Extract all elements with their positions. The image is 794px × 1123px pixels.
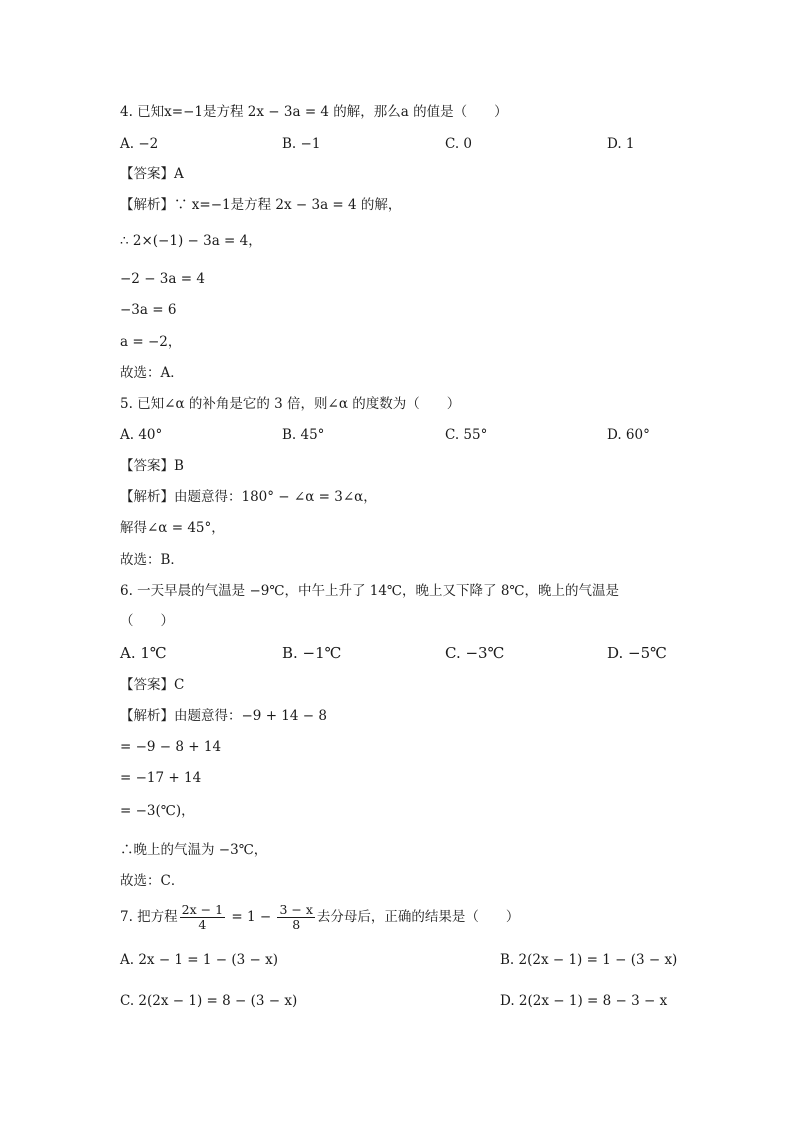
q5-stem: 5. 已知∠α 的补角是它的 3 倍，则∠α 的度数为（ ） [120,396,461,412]
q4-analysis-line: −3a = 6 [120,302,177,318]
q6-analysis-line: 【解析】由题意得：−9 + 14 − 8 [120,708,327,724]
q6-analysis-line: 故选：C． [120,873,185,889]
q4-option-b: B. −1 [282,136,321,152]
q6-analysis-line: = −9 − 8 + 14 [120,739,222,755]
q7-option-b: B. 2(2x − 1) = 1 − (3 − x) [500,952,678,968]
q5-analysis-line: 解得∠α = 45°， [120,520,225,536]
q7-option-a: A. 2x − 1 = 1 − (3 − x) [120,952,279,968]
q6-option-b: B. −1℃ [282,644,342,662]
q5-option-d: D. 60° [607,427,650,443]
q6-stem-line-1: 6. 一天早晨的气温是 −9℃，中午上升了 14℃，晚上又下降了 8℃，晚上的气温是 [120,583,620,599]
q5-option-b: B. 45° [282,427,325,443]
q5-option-c: C. 55° [445,427,488,443]
q5-option-a: A. 40° [120,427,163,443]
q4-analysis-line: a = −2， [120,334,182,350]
q7-stem-suffix: 去分母后，正确的结果是（ ） [316,909,520,925]
q7-fraction-left [180,903,225,932]
q7-stem-prefix: 7. 把方程 [120,909,178,925]
q4-option-d: D. 1 [607,136,635,152]
q7-option-d: D. 2(2x − 1) = 8 − 3 − x [500,993,668,1009]
q6-analysis-line: = −17 + 14 [120,770,202,786]
q6-answer: 【答案】C [120,677,185,693]
q7-fraction-right [277,903,314,932]
q6-option-c: C. −3℃ [445,644,505,662]
q4-analysis-line: ∴ 2×(−1) − 3a = 4， [120,233,262,249]
q5-analysis-line: 【解析】由题意得：180° − ∠α = 3∠α， [120,489,377,505]
q6-analysis-line: = −3(℃)， [120,803,195,819]
q7-fraction-right-numerator: 3 − x [279,902,313,917]
q4-option-c: C. 0 [445,136,473,152]
q6-analysis-line: ∴晚上的气温为 −3℃， [120,842,268,858]
q6-option-d: D. −5℃ [607,644,667,662]
q4-answer: 【答案】A [120,166,184,182]
q5-analysis-line: 故选：B． [120,552,184,568]
q4-analysis-line: 故选：A． [120,365,184,381]
q5-answer: 【答案】B [120,458,184,474]
q6-stem-line-2: （ ） [120,613,174,629]
q7-stem-middle: = 1 − [227,909,276,925]
q7-stem [120,900,519,934]
q7-fraction-left-denominator: 4 [198,917,207,932]
q7-option-c: C. 2(2x − 1) = 8 − (3 − x) [120,993,298,1009]
q4-stem: 4. 已知x=−1是方程 2x − 3a = 4 的解，那么a 的值是（ ） [120,104,508,120]
q6-option-a: A. 1℃ [120,644,167,662]
q4-analysis-line: 【解析】∵ x=−1是方程 2x − 3a = 4 的解， [120,197,402,213]
q4-analysis-line: −2 − 3a = 4 [120,271,205,287]
q7-fraction-right-denominator: 8 [292,917,301,932]
q7-fraction-left-numerator: 2x − 1 [181,902,224,917]
q4-option-a: A. −2 [120,136,159,152]
